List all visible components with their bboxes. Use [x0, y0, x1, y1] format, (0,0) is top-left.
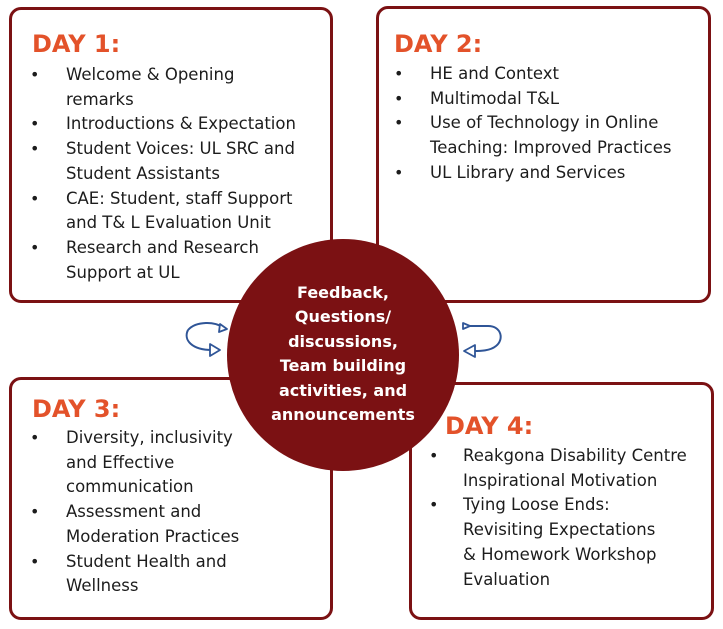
- bullet-icon: •: [30, 237, 40, 257]
- bullet-icon: •: [429, 495, 439, 515]
- cycle-arrows-right-icon: [458, 318, 508, 360]
- bullet-icon: •: [30, 65, 40, 84]
- bullet-icon: •: [394, 88, 404, 108]
- list-item-text: Evaluation: [463, 569, 551, 589]
- list-item-text: Assessment and: [66, 502, 202, 522]
- day3-title: DAY 3:: [32, 395, 121, 423]
- list-item-text: Student Voices: UL SRC and: [66, 139, 295, 159]
- day1-list: [30, 63, 296, 285]
- bullet-icon: •: [394, 64, 404, 83]
- list-item-text: Tying Loose Ends:: [463, 495, 610, 515]
- list-item: [429, 444, 687, 493]
- list-item: [30, 137, 296, 186]
- day2-box: [376, 6, 711, 303]
- day1-title: DAY 1:: [32, 30, 121, 58]
- list-item: [394, 62, 671, 87]
- day3-list: [30, 426, 239, 599]
- day2-list: [394, 62, 671, 186]
- list-item-text: communication: [66, 477, 194, 497]
- bullet-icon: •: [30, 551, 40, 571]
- list-item: [394, 87, 671, 112]
- list-item: [30, 500, 239, 549]
- list-item-text: and T& L Evaluation Unit: [66, 213, 271, 233]
- day4-list: [429, 444, 687, 592]
- list-item-text: Inspirational Motivation: [463, 470, 658, 490]
- list-item-text: & Homework Workshop: [463, 544, 657, 564]
- cycle-arrows-left-icon: [182, 318, 230, 360]
- list-item-text: Introductions & Expectation: [66, 114, 296, 134]
- bullet-icon: •: [394, 113, 404, 133]
- list-item-text: Research and Research: [66, 237, 259, 257]
- list-item: [394, 111, 671, 160]
- list-item-text: Student Assistants: [66, 163, 220, 183]
- list-item-text: HE and Context: [430, 64, 560, 83]
- bullet-icon: •: [394, 162, 404, 182]
- list-item-text: CAE: Student, staff Support: [66, 188, 293, 208]
- list-item-text: Wellness: [66, 576, 139, 596]
- center-text: Feedback, Questions/ discussions, Team building activities, and announcements: [271, 282, 415, 424]
- list-item-text: remarks: [66, 89, 134, 109]
- list-item: [30, 63, 296, 112]
- bullet-icon: •: [30, 114, 40, 134]
- list-item: [394, 161, 671, 186]
- list-item-text: Reakgona Disability Centre: [463, 446, 687, 465]
- list-item-text: and Effective: [66, 452, 175, 472]
- bullet-icon: •: [30, 428, 40, 447]
- bullet-icon: •: [30, 139, 40, 159]
- bullet-icon: •: [30, 188, 40, 208]
- day2-title: DAY 2:: [394, 30, 483, 58]
- list-item: [30, 550, 239, 599]
- list-item: [30, 112, 296, 137]
- list-item-text: Diversity, inclusivity: [66, 428, 233, 447]
- list-item-text: Revisiting Expectations: [463, 520, 656, 540]
- bullet-icon: •: [429, 446, 439, 465]
- list-item: [30, 187, 296, 236]
- list-item-text: Student Health and: [66, 551, 227, 571]
- list-item-text: Use of Technology in Online: [430, 113, 659, 133]
- list-item-text: Multimodal T&L: [430, 88, 560, 108]
- bullet-icon: •: [30, 502, 40, 522]
- list-item-text: Welcome & Opening: [66, 65, 235, 84]
- list-item-text: Teaching: Improved Practices: [430, 138, 672, 158]
- list-item: [429, 493, 687, 592]
- day4-box: [409, 382, 714, 620]
- list-item: [30, 426, 239, 500]
- center-circle: [227, 239, 459, 471]
- list-item-text: Support at UL: [66, 262, 180, 282]
- list-item-text: UL Library and Services: [430, 162, 626, 182]
- day4-title: DAY 4:: [445, 412, 534, 440]
- list-item-text: Moderation Practices: [66, 526, 240, 546]
